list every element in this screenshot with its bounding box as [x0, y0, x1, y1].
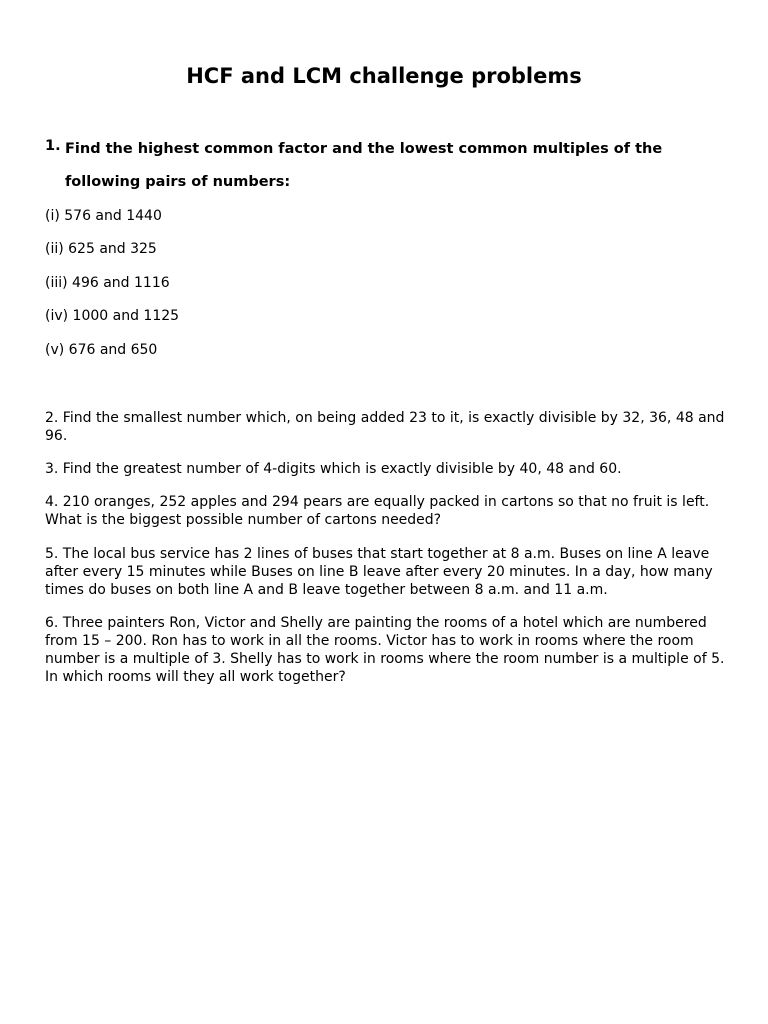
- question-1-part-ii: (ii) 625 and 325: [45, 241, 157, 257]
- question-4: 4. 210 oranges, 252 apples and 294 pears are equally packed in cartons so that no fruit is left. What is the biggest possible number of cartons needed?: [45, 494, 710, 528]
- question-1-part-v: (v) 676 and 650: [45, 342, 158, 358]
- question-1-part-iii: (iii) 496 and 1116: [45, 275, 170, 291]
- question-5: 5. The local bus service has 2 lines of buses that start together at 8 a.m. Buses on line A leave after every 15 minutes while Buses on line B leave after every 20 minutes. In a day, how many times do buses on both line A and B leave together between 8 a.m. and 11 a.m.: [45, 546, 713, 598]
- question-1-text-line-1: Find the highest common factor and the lowest common multiples of the: [65, 141, 663, 157]
- question-1-number: 1.: [45, 138, 61, 154]
- question-1-part-iv: (iv) 1000 and 1125: [45, 308, 180, 324]
- question-3: 3. Find the greatest number of 4-digits which is exactly divisible by 40, 48 and 60.: [45, 461, 622, 477]
- question-2: 2. Find the smallest number which, on being added 23 to it, is exactly divisible by 32, 36, 48 and 96.: [45, 410, 725, 444]
- question-1-part-i: (i) 576 and 1440: [45, 208, 162, 224]
- question-6: 6. Three painters Ron, Victor and Shelly are painting the rooms of a hotel which are numbered from 15 – 200. Ron has to work in all the rooms. Victor has to work in rooms where the room number is a multiple of 3. Shelly has to work in rooms where the room number is a multiple of 5. In which rooms will they all work together?: [45, 615, 725, 685]
- page-title: HCF and LCM challenge problems: [186, 64, 582, 88]
- question-1-text-line-2: following pairs of numbers:: [65, 174, 291, 190]
